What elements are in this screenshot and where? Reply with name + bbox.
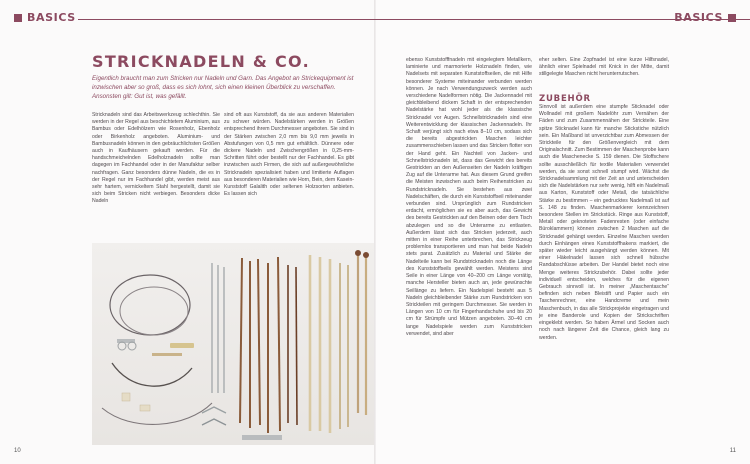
square-bullet-icon: [14, 14, 22, 22]
section-heading-accessories: ZUBEHÖR: [539, 94, 591, 104]
knitting-needles-photo: [92, 243, 374, 445]
body-column-2: sind oft aus Kunststoff, da sie aus anderen Materialien zu schwer würden. Nadelstärken werden in Größen entsprechend ihrem Durchmesser angeboten. Sie sind in der Stärken zwischen 2,0 mm bis 9,0 mm jeweils in Abstufungen von 0,5 mm gut erhältlich. Dünnere oder dickere Nadeln und Zwischengrößen in 0,25-mm-Schritten führt oder bestellt nur der Fachhandel. Es gibt inzwischen auch Firmen, die sich auf außergewöhnliche Stricknadeln spezialisiert haben und limitierte Auflagen aus besonderen Materialien wie Horn, Bein, dem Kasein-Kunststoff Galalith oder seltenen Holzsorten anbieten. Es lassen sich: [224, 112, 355, 198]
stitch-holder: [122, 393, 130, 401]
needles-illustration: [92, 243, 374, 445]
section-label: BASICS: [27, 11, 76, 24]
body-column-4-top: eher selten. Eine Zopfnadel ist eine kurze Hilfsnadel, ähnlich einer Spielnadel mit Knick in der Mitte, damit stillgelegte Maschen nicht herunterrutschen.: [539, 57, 669, 78]
body-column-1: Stricknadeln sind das Arbeitswerkzeug schlechthin. Sie werden in der Regel aus beschichtetem Aluminium, aus Bambus oder Edelhölzern wie Rosenholz, Ebenholz oder Birkenholz angeboten. Aluminium- und Bambusnadeln können in den gebräuchlichsten Größen auch in Kaufhäusern gekauft werden. Für die handschmeichelnden Edelholznadeln sollte man dagegen im Fachhandel oder in der Manufaktur selber nachfragen. Ganz besonders dünne Nadeln, die es in der Regel nur im Fachhandel gibt, werden meist aus sehr hartem, vernickeltem Stahl hergestellt, damit sie sich beim Stricken nicht verbiegen. Besonders dicke Nadeln: [92, 112, 220, 205]
page-title: STRICKNADELN & CO.: [92, 52, 310, 71]
body-column-4: Sinnvoll ist außerdem eine stumpfe Sticknadel oder Wollnadel mit großem Nadelöhr zum Vernähen der Fäden und zum Zusammennähen der Strickteile. Eine spitze Sticknadel kann für manche Stickstiche nützlich sein. Ein Maßband ist unverzichtbar zum Abmessen der Strickteile für den Größenvergleich mit dem Originalschnitt. Zum Bestimmen der Maschenprobe kann auch die Maschenecke S. 159 dienen. Die Stoffschere sollte ausschließlich für textile Materialien verwendet werden, da sie sonst schnell stumpf wird. Wächst die Stricknadelsammlung mit der Zeit an und unterscheiden sich die Nadelstärken nur sehr wenig, hilft ein Nadelmaß aus Karton, Kunststoff oder Metall, die tatsächliche Stärke zu bestimmen – ein gedrucktes Nadelmaß ist auf S. 148 zu finden. Maschenmarkierer kennzeichnen besondere Stellen im Strickstück. Ringe aus Kunststoff, Metall oder geknoteten Fadenresten (oder einfache Büroklammern) können zwischen 2 Maschen auf die Stricknadel gehängt werden. Einzelne Maschen werden durch Einhängen eines Kunststoffhakens markiert, die später wieder leicht ausgehängt werden können. Mit einer Häkelnadel lassen sich schnell hübsche Randabschlüsse arbeiten. Der Handel bietet noch eine Menge weiteres Strickzubehör. Dabei sollte jeder individuell entscheiden, welches für die eigenen Gebrauch sinnvoll ist. In meiner „Maschentasche“ befinden sich neben Bleistift und Papier auch ein Taschenrechner, eine Handcreme und mein Maschenbuch, in das alle Strickprojekte eingetragen und je eine Banderole und Kopien der Strickschriften eingeklebt werden. So haben Ärmel und Socken auch noch nach längerer Zeit die Chance, gleich lang zu werden.: [539, 104, 669, 341]
intro-text: Eigentlich braucht man zum Stricken nur Nadeln und Garn. Das Angebot an Strickequipment ist inzwischen aber so groß, dass es sich lohnt, sich einen kleinen Überblick zu verschaffen. Ansonsten gilt: Gut ist, was gefällt.: [92, 75, 354, 100]
needle-gauge: [170, 343, 194, 348]
page-number-right: 11: [729, 448, 736, 454]
section-label: BASICS: [674, 11, 723, 24]
section-tag-left: [14, 11, 76, 24]
body-column-3: ebenso Kunststofffnadeln mit eingelegtem Metallkern, laminierte und marmorierte Holznadeln finden, wie Nadelsets mit separaten Kunststoffseilen, die mit Hilfe besonderer Systeme miteinander verbunden werden können. Je nach Verwendungszweck werden auch verschiedene Nadelformen nötig. Die Jackennadel mit gleichbleibend dickem Schaft in der entsprechenden Nadelstärke hat wohl jeder als die klassische Stricknadel vor Augen. Schnellstricknadeln sind eine Weiterentwicklung der klassischen Jackennadeln. Ihr Schaft verjüngt sich nach etwa 8–10 cm, sodass sich die bereits abgestrickten Maschen leichter zusammenschieben lassen und das Stricken flotter von der Hand geht. Ein Nachteil von Jacken- und Schnellstricknadeln ist, dass das Gewicht des bereits Gestrickten an den Außenseiten der Nadeln kräftigen Zug auf die Unterarme hat. Aus diesem Grund greifen die Meisten inzwischen auch beim Reihenstricken zu Rundstricknadeln. Sie bestehen aus zwei Nadelschäften, die durch ein Kunststoffseil miteinander verbunden sind. Ursprünglich zum Rundstricken erdacht, ermöglichen sie es aber auch, das Gewicht des bereits Gestrickten auf den Beinen oder dem Tisch abzulegen und so die Unterarme zu entlasten. Außerdem lässt sich das Stricken jederzeit, auch mitten in einer Reihe unterbrechen, das Strickzeug problemlos transportieren und man hat beide Nadeln stets parat. Zusätzlich zu Material und Stärke der Nadelteile kann bei Rundstricknadeln noch die Länge des Kunststoffseils gewählt werden. Meistens sind Seile in einer Länge von 40–200 cm Länge vorrätig, manche Hersteller bieten auch an, jede gewünschte Seillänge zu liefern. Ein Nadelspiel besteht aus 5 Nadeln gleichbleibender Stärke zum Rundstricken von Strickteilen mit geringem Durchmesser. Sie werden in Längen von 10 cm für Fingerhandschuhe und bis 20 cm für Strümpfe und Mützen angeboten. 30–40 cm lange Nadelspiele werden zum Kunststricken verwendet, sind aber: [406, 57, 532, 337]
book-gutter: [374, 0, 376, 464]
square-bullet-icon: [728, 14, 736, 22]
page-number-left: 10: [14, 448, 21, 454]
crochet-hook: [242, 435, 282, 440]
header-rule-right: [375, 19, 672, 20]
section-tag-right: [674, 11, 736, 24]
